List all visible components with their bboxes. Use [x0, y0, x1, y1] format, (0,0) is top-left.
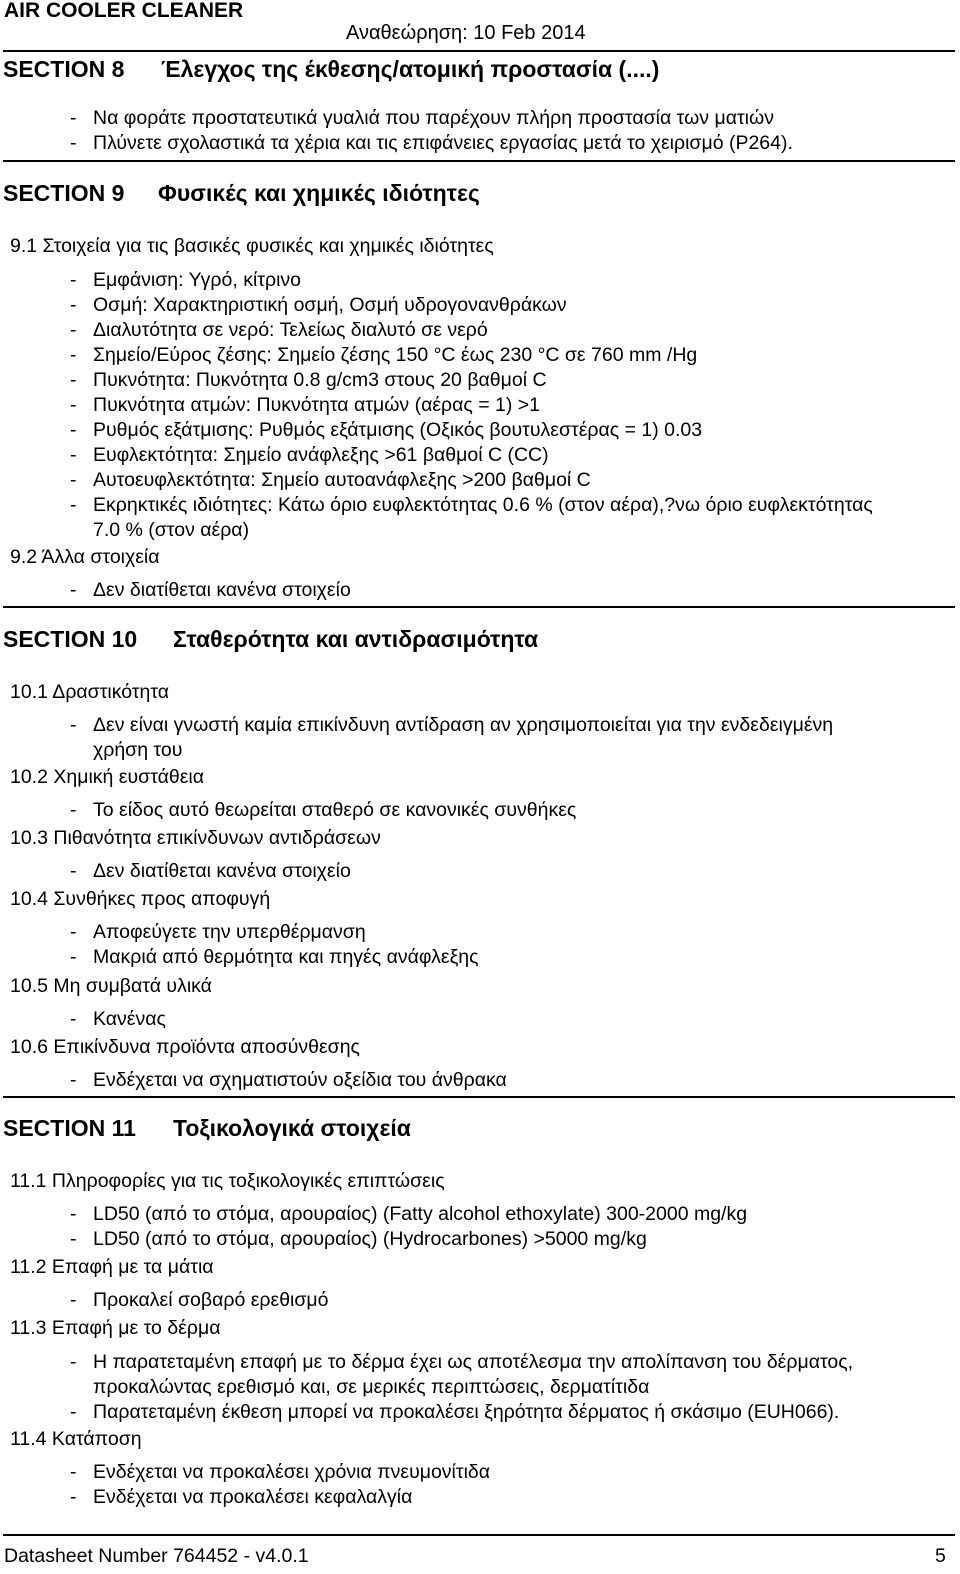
section-11-heading [3, 1115, 411, 1142]
page-number: 5 [935, 1545, 946, 1567]
subsection-title: 11.3 Επαφή με το δέρμα [10, 1317, 221, 1339]
subsection-title: 9.2 Άλλα στοιχεία [10, 546, 160, 568]
subsection-title: 11.1 Πληροφορίες για τις τοξικολογικές επιπτώσεις [10, 1170, 445, 1192]
revision-date: Αναθεώρηση: 10 Feb 2014 [346, 22, 586, 44]
subsection-title: 10.4 Συνθήκες προς αποφυγή [10, 888, 271, 910]
section-8-heading [3, 56, 660, 83]
section-9-heading [3, 180, 480, 207]
section-number: SECTION 9 [3, 180, 125, 206]
subsection-title: 10.3 Πιθανότητα επικίνδυνων αντιδράσεων [10, 827, 381, 849]
subsection-title: 11.4 Κατάποση [10, 1428, 142, 1450]
subsection-title: 10.6 Επικίνδυνα προϊόντα αποσύνθεσης [10, 1036, 360, 1058]
divider [3, 50, 955, 52]
subsection-title: 10.2 Χημική ευστάθεια [10, 766, 205, 788]
document-title: AIR COOLER CLEANER [4, 0, 244, 22]
section-10-heading [3, 626, 539, 653]
section-title: Τοξικολογικά στοιχεία [173, 1115, 411, 1141]
section-number: SECTION 8 [3, 56, 125, 82]
section-number: SECTION 10 [3, 626, 138, 652]
divider [3, 1096, 955, 1098]
subsection-title: 10.5 Μη συμβατά υλικά [10, 975, 212, 997]
divider [3, 160, 955, 162]
section-number: SECTION 11 [3, 1115, 136, 1141]
datasheet-number: Datasheet Number 764452 - v4.0.1 [4, 1545, 309, 1567]
subsection-title: 11.2 Επαφή με τα μάτια [10, 1256, 214, 1278]
subsection-title: 10.1 Δραστικότητα [10, 681, 170, 703]
footer-divider [3, 1534, 955, 1536]
section-title: Έλεγχος της έκθεσης/ατομική προστασία (....) [161, 56, 660, 82]
section-title: Σταθερότητα και αντιδρασιμότητα [173, 626, 539, 652]
subsection-title: 9.1 Στοιχεία για τις βασικές φυσικές και χημικές ιδιότητες [10, 235, 494, 257]
divider [3, 606, 955, 608]
section-title: Φυσικές και χημικές ιδιότητες [158, 180, 480, 206]
